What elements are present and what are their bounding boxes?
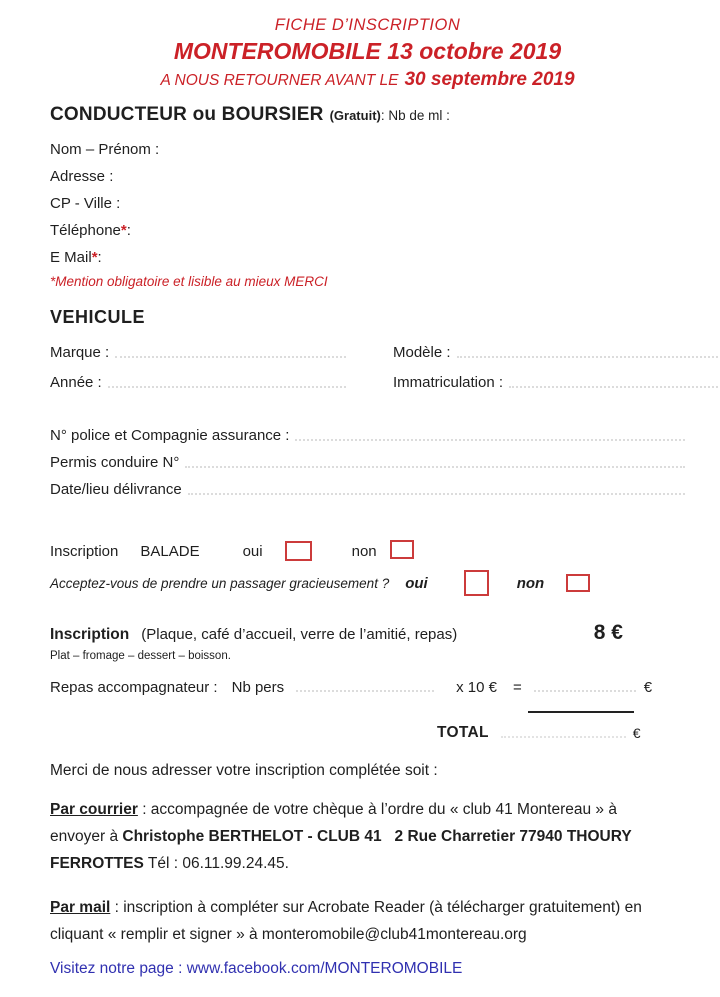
address-label: Adresse :: [50, 168, 114, 185]
email-colon: :: [97, 249, 102, 266]
mail-text: : inscription à compléter sur Acrobate Reader (à télécharger gratuitement) en cliquant « remplir et signer » à monteromobile@club41montereau.org: [50, 899, 642, 943]
courrier-paragraph: [50, 796, 650, 877]
form-header: [50, 16, 685, 91]
brand-fill-line[interactable]: [115, 344, 346, 358]
mail-paragraph: [50, 894, 680, 948]
name-label: Nom – Prénom :: [50, 141, 160, 158]
brand-label: Marque :: [50, 343, 110, 361]
vehicle-section-heading: VEHICULE: [50, 307, 146, 327]
issue-row: [50, 476, 685, 503]
email-required-star: *: [91, 249, 98, 266]
passenger-no-checkbox[interactable]: [566, 574, 590, 592]
companion-nb-fill-line[interactable]: [296, 690, 434, 692]
balade-no-label: non: [351, 542, 377, 560]
driver-section-heading: [50, 104, 685, 126]
passenger-row: [50, 569, 685, 597]
vehicle-fields: [50, 337, 718, 397]
passenger-yes-label: oui: [405, 574, 428, 592]
euro-sign: €: [643, 678, 653, 696]
total-label: TOTAL: [437, 724, 489, 741]
insurance-fields: [50, 422, 685, 503]
companion-total-fill-line[interactable]: [534, 690, 636, 692]
courrier-text: : accompagnée de votre chèque à l’ordre du « club 41 Montereau » à envoyer à: [50, 801, 617, 845]
facebook-link[interactable]: Visitez notre page : www.facebook.com/MONTEROMOBILE: [50, 960, 463, 977]
total-row: [437, 721, 685, 745]
year-fill-line[interactable]: [108, 374, 346, 388]
sum-divider-line: [528, 711, 634, 713]
registration-detail: (Plaque, café d’accueil, verre de l’amitié, repas): [141, 626, 458, 643]
phone-required-star: *: [120, 222, 127, 239]
event-title: MONTEROMOBILE 13 octobre 2019: [173, 38, 562, 64]
field-row-name: [50, 136, 685, 163]
equals-sign: =: [513, 678, 522, 696]
insurance-fill-line[interactable]: [295, 427, 685, 441]
balade-no-checkbox[interactable]: [390, 540, 414, 559]
city-input-area[interactable]: [120, 194, 685, 214]
balade-row: [50, 538, 685, 564]
driver-heading-suffix: : Nb de ml :: [380, 108, 450, 123]
field-row-email: [50, 244, 685, 271]
balade-registration-label: Inscription: [50, 542, 119, 560]
email-input-area[interactable]: [102, 248, 685, 268]
passenger-no-label: non: [516, 574, 545, 592]
city-label: CP - Ville :: [50, 195, 121, 212]
registration-price: 8 €: [593, 621, 623, 644]
price-multiplier: x 10 €: [456, 678, 498, 696]
companion-nb-label: Nb pers: [231, 678, 285, 696]
phone-colon: :: [126, 222, 131, 239]
companion-label: Repas accompagnateur :: [50, 678, 218, 696]
registration-label: Inscription: [50, 626, 130, 643]
name-input-area[interactable]: [159, 140, 685, 160]
field-row-city: [50, 190, 685, 217]
driver-heading-note: (Gratuit): [329, 108, 381, 123]
companion-meal-row: [50, 675, 685, 699]
return-date: 30 septembre 2019: [404, 69, 575, 90]
license-row: [50, 449, 685, 476]
courrier-phone: Tél : 06.11.99.24.45.: [143, 855, 289, 872]
vehicle-row-year-plate: [50, 367, 718, 397]
issue-fill-line[interactable]: [188, 481, 685, 495]
mandatory-note: *Mention obligatoire et lisible au mieux MERCI: [50, 274, 328, 289]
driver-fields: [50, 136, 685, 271]
field-row-address: [50, 163, 685, 190]
field-row-phone: [50, 217, 685, 244]
model-label: Modèle :: [393, 343, 451, 361]
insurance-label: N° police et Compagnie assurance :: [50, 427, 290, 444]
vehicle-row-brand-model: [50, 337, 718, 367]
plate-label: Immatriculation :: [393, 373, 504, 391]
plate-fill-line[interactable]: [509, 374, 718, 388]
insurance-row: [50, 422, 685, 449]
courrier-address: Christophe BERTHELOT - CLUB 41 2 Rue Charretier 77940 THOURY FERROTTES: [50, 828, 636, 872]
year-label: Année :: [50, 373, 102, 391]
issue-label: Date/lieu délivrance: [50, 481, 182, 498]
meal-detail: Plat – fromage – dessert – boisson.: [50, 650, 231, 662]
license-fill-line[interactable]: [185, 454, 685, 468]
balade-yes-checkbox[interactable]: [285, 541, 312, 561]
passenger-question: Acceptez-vous de prendre un passager gracieusement ?: [50, 575, 390, 591]
par-mail-label: Par mail: [50, 899, 111, 916]
send-intro: Merci de nous adresser votre inscription complétée soit :: [50, 762, 438, 779]
par-courrier-label: Par courrier: [50, 801, 138, 818]
total-euro-sign: €: [632, 725, 641, 741]
balade-label: BALADE: [140, 542, 200, 560]
driver-heading: CONDUCTEUR ou BOURSIER: [50, 104, 324, 125]
model-fill-line[interactable]: [457, 344, 718, 358]
form-title: FICHE D’INSCRIPTION: [274, 16, 461, 34]
email-label: E Mail: [50, 249, 92, 266]
license-label: Permis conduire N°: [50, 454, 180, 471]
passenger-yes-checkbox[interactable]: [464, 570, 489, 596]
registration-price-row: [50, 621, 685, 645]
return-prefix: A NOUS RETOURNER AVANT LE: [160, 72, 399, 89]
total-fill-line[interactable]: [501, 736, 626, 738]
balade-yes-label: oui: [242, 542, 263, 560]
phone-input-area[interactable]: [131, 221, 685, 241]
phone-label: Téléphone: [50, 222, 121, 239]
return-deadline: [50, 69, 685, 91]
address-input-area[interactable]: [113, 167, 685, 187]
